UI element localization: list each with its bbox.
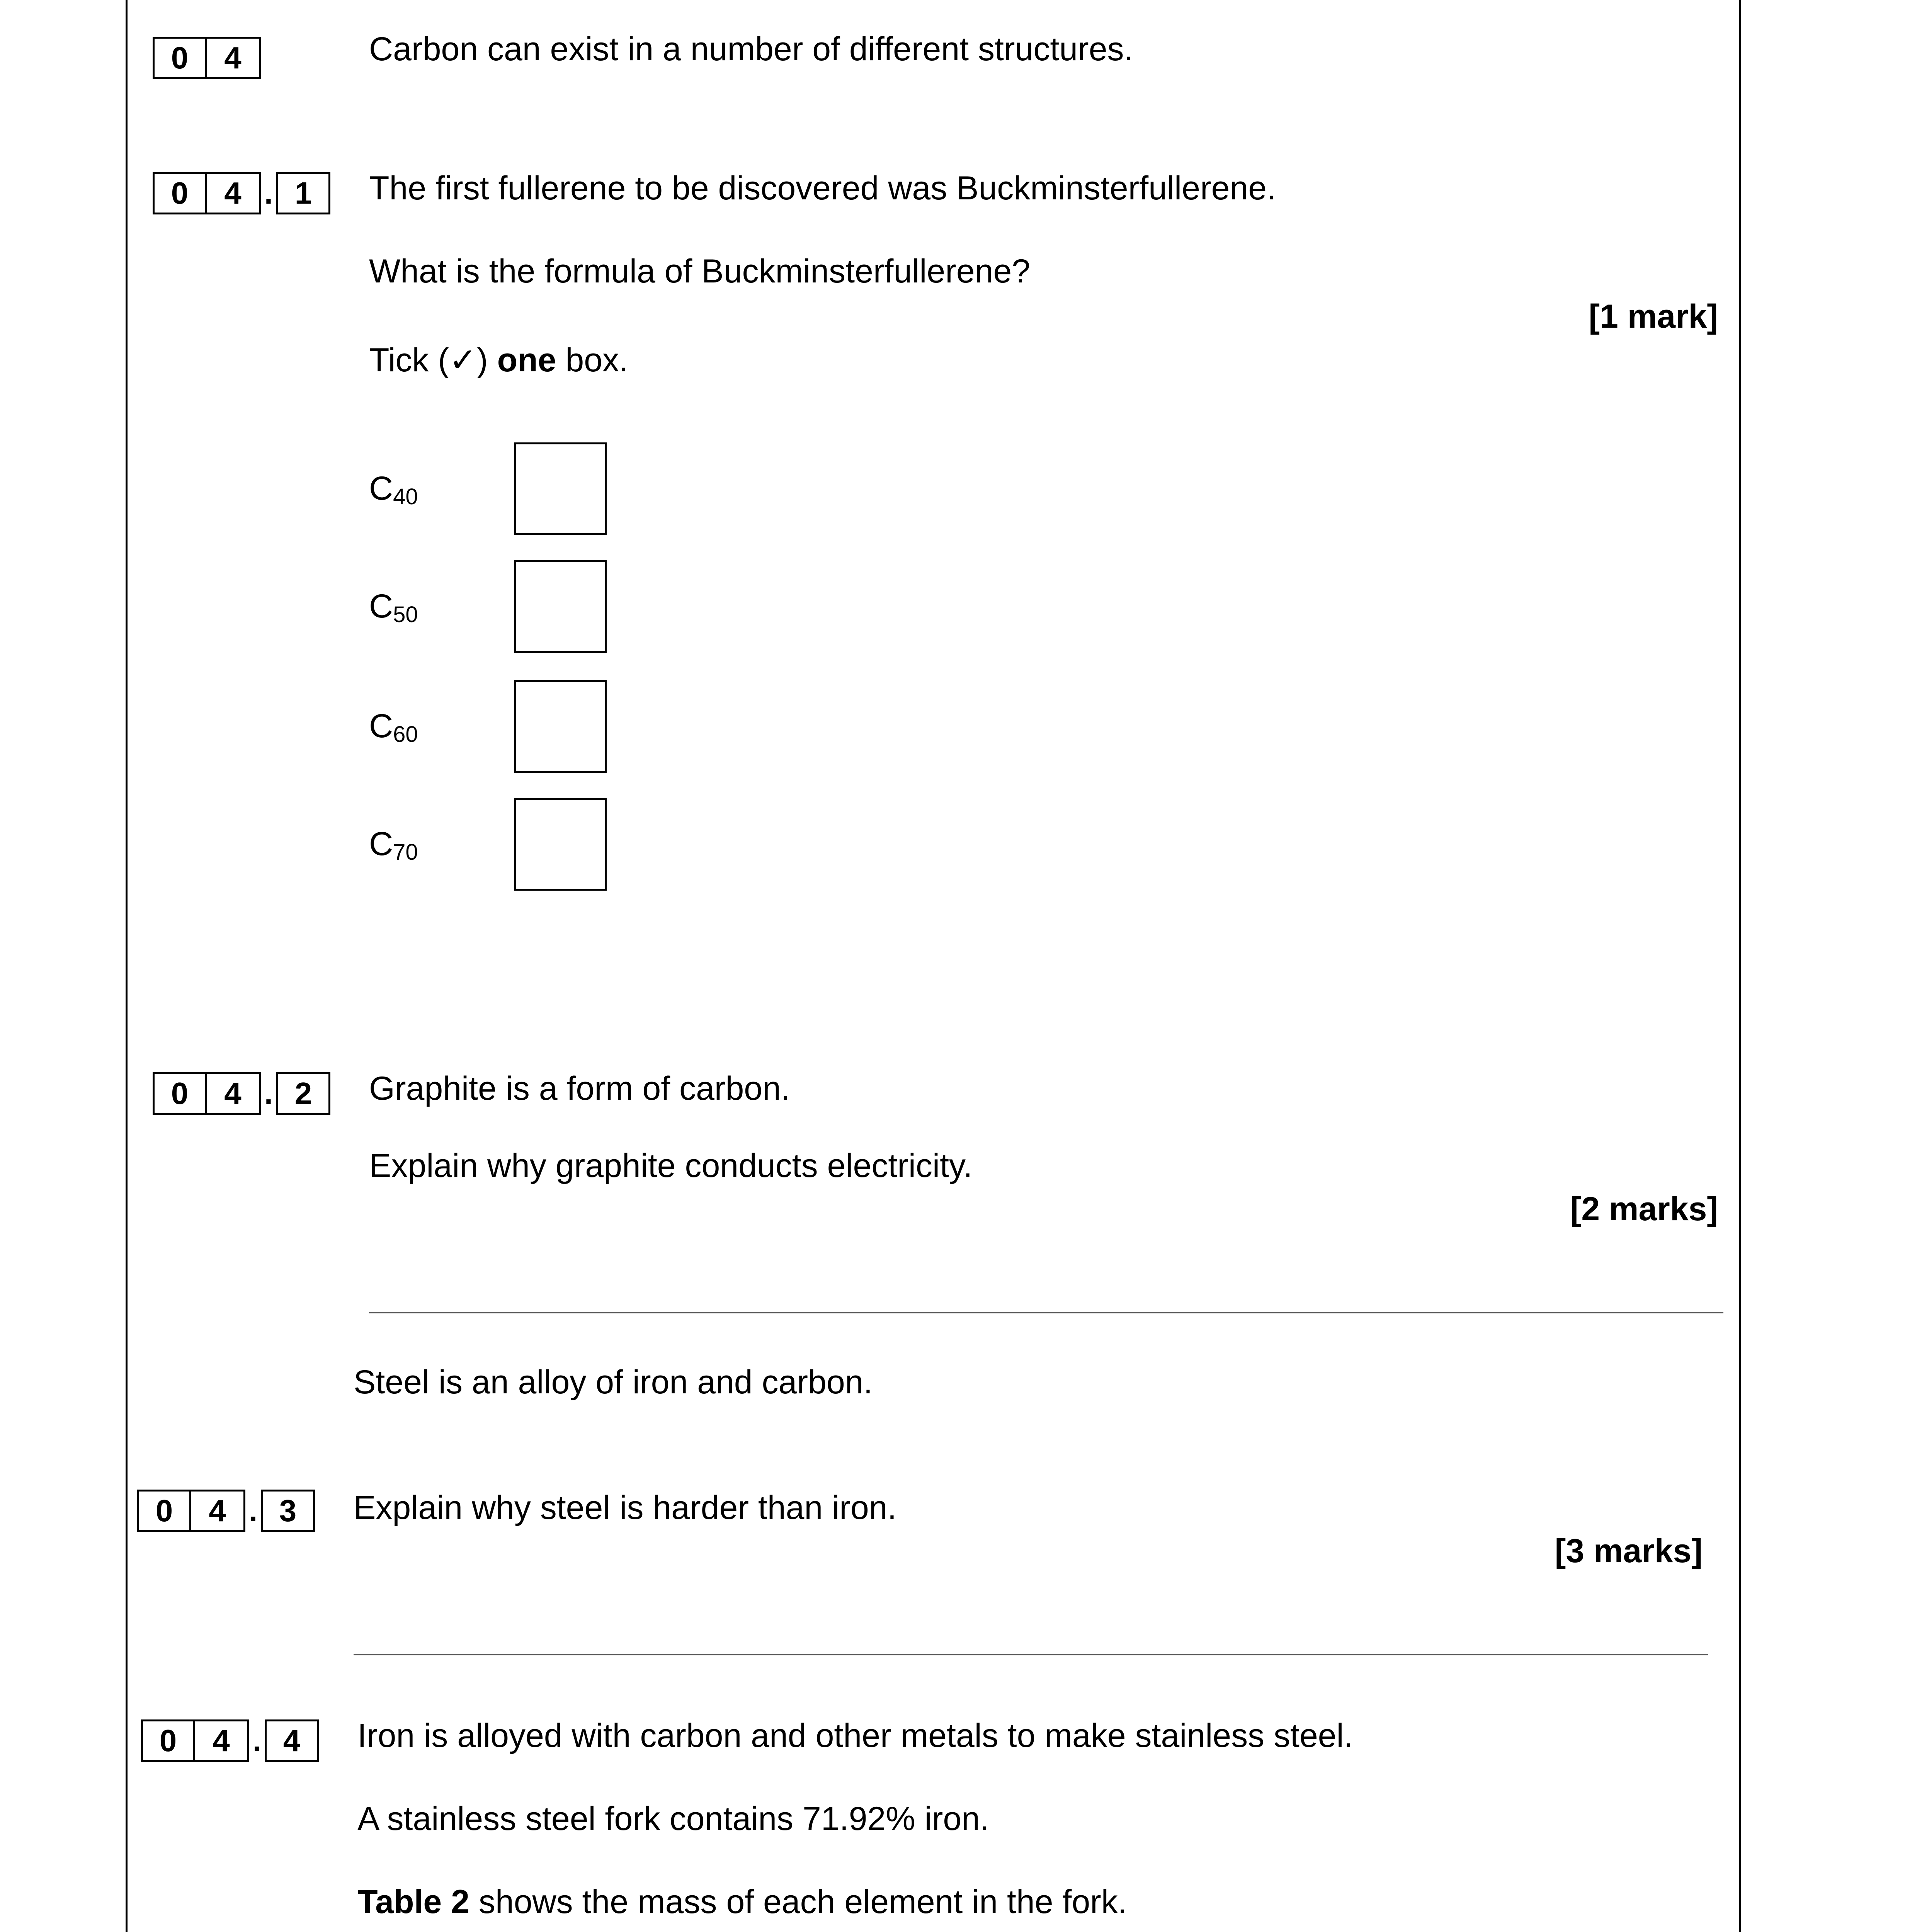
q044-text1: Iron is alloyed with carbon and other metals to make stainless steel. xyxy=(357,1717,1353,1754)
q042-marks: [2 marks] xyxy=(1570,1190,1718,1228)
q043-marks: [3 marks] xyxy=(1555,1532,1703,1570)
option-sub: 40 xyxy=(393,484,418,509)
steel-intro: Steel is an alloy of iron and carbon. xyxy=(354,1364,873,1401)
tick-box-c60[interactable] xyxy=(514,680,607,773)
qnum-dot: . xyxy=(252,1723,262,1758)
option-base: C xyxy=(369,707,393,745)
option-sub: 60 xyxy=(393,722,418,747)
tick-box-c40[interactable] xyxy=(514,442,607,535)
answer-line[interactable] xyxy=(354,1654,1708,1655)
qnum-digit: 4 xyxy=(207,172,261,214)
option-sub: 50 xyxy=(393,602,418,627)
option-c60 xyxy=(369,707,418,747)
q044-text2: A stainless steel fork contains 71.92% iron. xyxy=(357,1800,989,1837)
option-sub: 70 xyxy=(393,840,418,865)
tick-box-c70[interactable] xyxy=(514,798,607,891)
q043-text1: Explain why steel is harder than iron. xyxy=(354,1489,897,1526)
q041-text2: What is the formula of Buckminsterfullerene? xyxy=(369,253,1031,290)
qnum-dot: . xyxy=(248,1493,258,1528)
qnum-digit: 4 xyxy=(207,37,261,79)
qnum-digit: 2 xyxy=(276,1072,330,1115)
qnum-digit: 0 xyxy=(153,1072,207,1115)
question-number-04-1 xyxy=(153,172,330,214)
qnum-dot: . xyxy=(264,1076,273,1111)
question-number-04-2 xyxy=(153,1072,330,1115)
qnum-dot: . xyxy=(264,176,273,210)
option-base: C xyxy=(369,588,393,625)
tick-text: Tick (✓) xyxy=(369,342,497,379)
qnum-digit: 0 xyxy=(153,172,207,214)
option-base: C xyxy=(369,470,393,507)
qnum-digit: 1 xyxy=(276,172,330,214)
tick-text: box. xyxy=(556,342,628,379)
q04-intro: Carbon can exist in a number of different structures. xyxy=(369,31,1133,68)
option-base: C xyxy=(369,825,393,862)
qnum-digit: 0 xyxy=(141,1719,195,1762)
qnum-digit: 3 xyxy=(261,1490,315,1532)
q041-tick-instruction xyxy=(369,342,628,379)
qnum-digit: 0 xyxy=(153,37,207,79)
option-c50 xyxy=(369,587,418,628)
tick-text-bold: one xyxy=(497,342,556,379)
question-number-04-4 xyxy=(141,1719,319,1762)
tick-box-c50[interactable] xyxy=(514,560,607,653)
q044-text3 xyxy=(357,1884,1127,1920)
qnum-digit: 0 xyxy=(137,1490,191,1532)
option-c70 xyxy=(369,825,418,865)
option-c40 xyxy=(369,469,418,510)
q042-text2: Explain why graphite conducts electricity. xyxy=(369,1147,973,1184)
table-ref: Table 2 xyxy=(357,1883,469,1920)
question-number-04 xyxy=(153,37,261,79)
qnum-digit: 4 xyxy=(195,1719,249,1762)
qnum-digit: 4 xyxy=(191,1490,245,1532)
answer-line[interactable] xyxy=(369,1312,1723,1313)
q041-text1: The first fullerene to be discovered was Buckminsterfullerene. xyxy=(369,170,1276,207)
q041-marks: [1 mark] xyxy=(1589,298,1718,335)
text-rest: shows the mass of each element in the fork. xyxy=(469,1883,1127,1920)
left-margin-line xyxy=(126,0,128,1932)
qnum-digit: 4 xyxy=(207,1072,261,1115)
q042-text1: Graphite is a form of carbon. xyxy=(369,1070,790,1107)
question-number-04-3 xyxy=(137,1490,315,1532)
right-margin-line xyxy=(1739,0,1741,1932)
qnum-digit: 4 xyxy=(265,1719,319,1762)
